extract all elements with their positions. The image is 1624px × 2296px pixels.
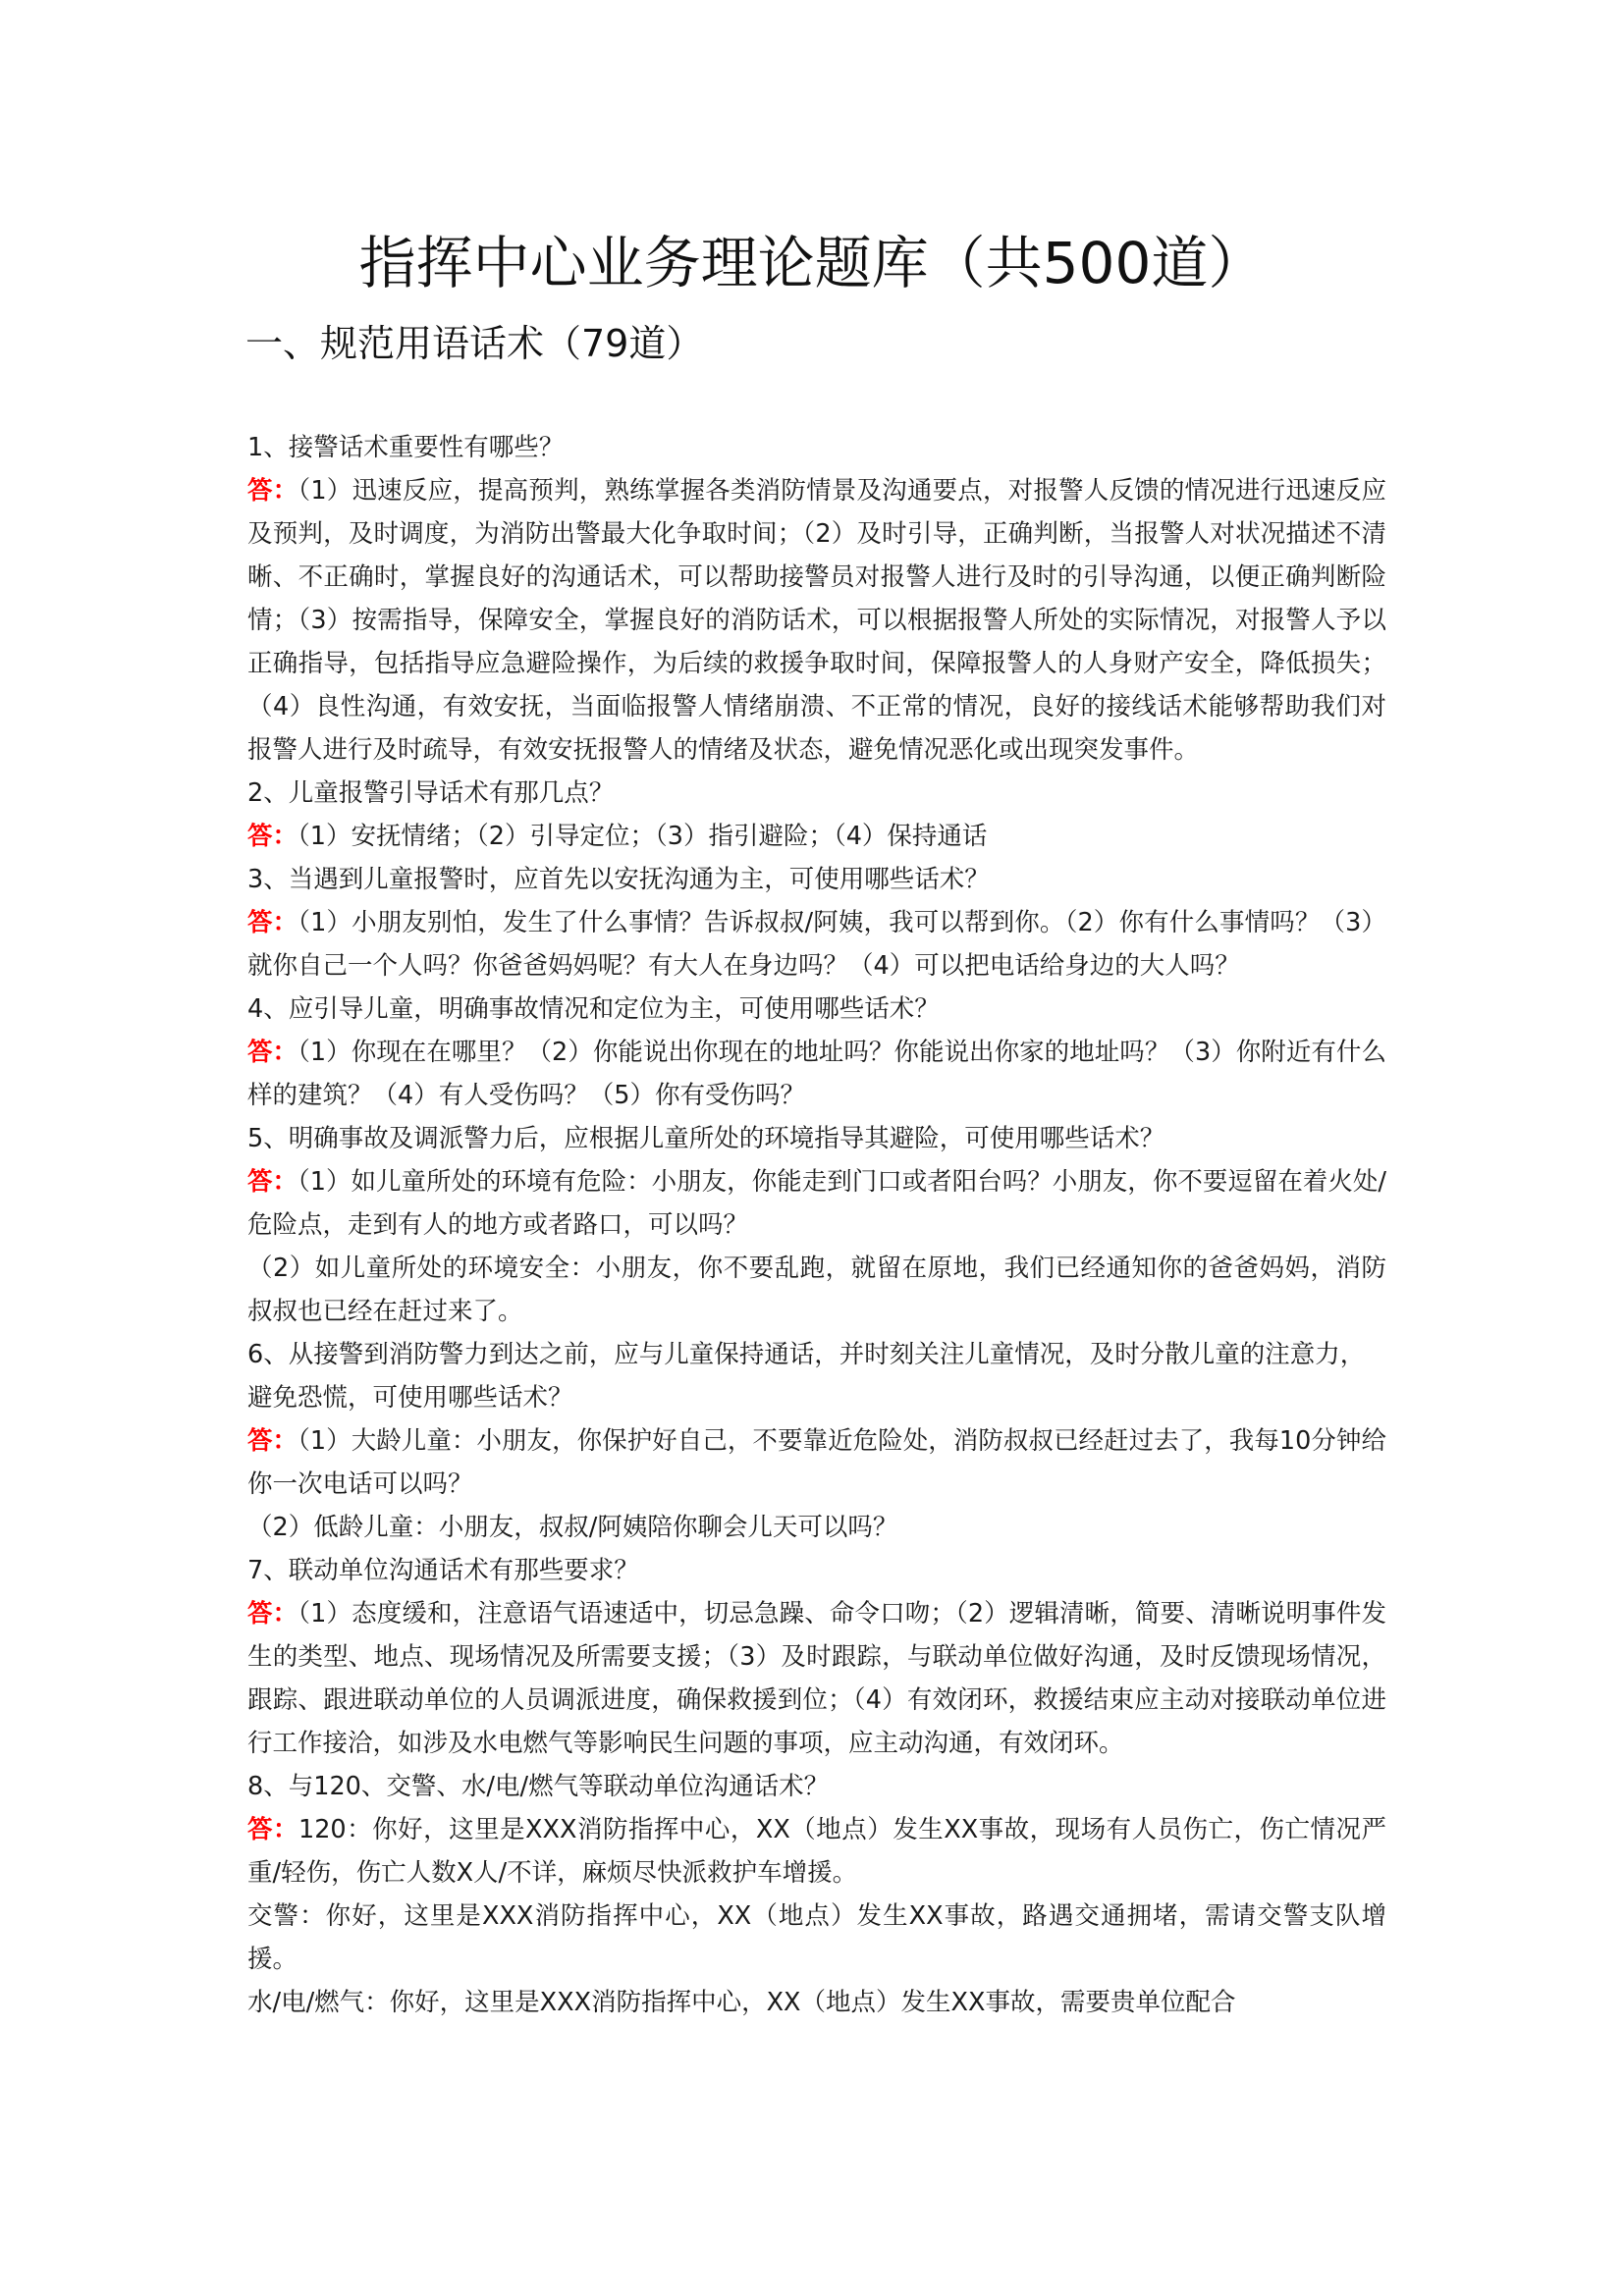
answer-label: 答：: [247, 1038, 298, 1067]
document-title: 指挥中心业务理论题库（共500道）: [358, 230, 1266, 296]
answer-7: [247, 1592, 1386, 1765]
answer-5-continued: （2）如儿童所处的环境安全：小朋友，你不要乱跑，就留在原地，我们已经通知你的爸爸妈妈，消防叔叔也已经在赶过来了。: [247, 1254, 1386, 1326]
answer-8-utilities: 水/电/燃气：你好，这里是XXX消防指挥中心，XX（地点）发生XX事故，需要贵单位配合: [247, 1988, 1236, 2017]
answer-label: 答：: [247, 1167, 298, 1197]
answer-label: 答：: [247, 1815, 298, 1844]
answer-label: 答：: [247, 822, 298, 851]
question-1: 1、接警话术重要性有哪些？: [247, 433, 565, 462]
answer-label: 答：: [247, 476, 298, 506]
question-2: 2、儿童报警引导话术有那几点？: [247, 778, 615, 808]
question-4: 4、应引导儿童，明确事故情况和定位为主，可使用哪些话术？: [247, 994, 940, 1024]
answer-6-continued: （2）低龄儿童：小朋友，叔叔/阿姨陪你聊会儿天可以吗？: [247, 1513, 898, 1542]
answer-3: [247, 901, 1386, 988]
answer-text: （1）如儿童所处的环境有危险：小朋友，你能走到门口或者阳台吗？小朋友，你不要逗留在着火处/危险点，走到有人的地方或者路口，可以吗？: [247, 1167, 1386, 1240]
answer-1: [247, 469, 1386, 772]
question-5: 5、明确事故及调派警力后，应根据儿童所处的环境指导其避险，可使用哪些话术？: [247, 1124, 1165, 1153]
question-7: 7、联动单位沟通话术有那些要求？: [247, 1556, 639, 1585]
answer-label: 答：: [247, 1426, 298, 1456]
answer-8: [247, 1808, 1386, 1895]
section-heading: 一、规范用语话术（79道）: [245, 322, 704, 365]
answer-text: （1）态度缓和，注意语气语速适中，切忌急躁、命令口吻；（2）逻辑清晰，简要、清晰说明事件发生的类型、地点、现场情况及所需要支援；（3）及时跟踪，与联动单位做好沟通，及时反馈现场情况，跟踪、跟进联动单位的人员调派进度，确保救援到位；（4）有效闭环，救援结束应主动对接联动单位进行工作接洽，如涉及水电燃气等影响民生问题的事项，应主动沟通，有效闭环。: [247, 1599, 1386, 1758]
answer-4: [247, 1031, 1386, 1117]
answer-text: （1）安抚情绪；（2）引导定位；（3）指引避险；（4）保持通话: [298, 822, 988, 851]
answer-text: （1）迅速反应，提高预判，熟练掌握各类消防情景及沟通要点，对报警人反馈的情况进行迅速反应及预判，及时调度，为消防出警最大化争取时间；（2）及时引导，正确判断，当报警人对状况描述不清晰、不正确时，掌握良好的沟通话术，可以帮助接警员对报警人进行及时的引导沟通，以便正确判断险情；（3）按需指导，保障安全，掌握良好的消防话术，可以根据报警人所处的实际情况，对报警人予以正确指导，包括指导应急避险操作，为后续的救援争取时间，保障报警人的人身财产安全，降低损失；（4）良性沟通，有效安抚，当面临报警人情绪崩溃、不正常的情况，良好的接线话术能够帮助我们对报警人进行及时疏导，有效安抚报警人的情绪及状态，避免情况恶化或出现突发事件。: [247, 476, 1386, 765]
question-6: 6、从接警到消防警力到达之前，应与儿童保持通话，并时刻关注儿童情况，及时分散儿童的注意力，避免恐慌，可使用哪些话术？: [247, 1340, 1366, 1413]
question-3: 3、当遇到儿童报警时，应首先以安抚沟通为主，可使用哪些话术？: [247, 865, 990, 894]
answer-text: 120：你好，这里是XXX消防指挥中心，XX（地点）发生XX事故，现场有人员伤亡，伤亡情况严重/轻伤，伤亡人数X人/不详，麻烦尽快派救护车增援。: [247, 1815, 1386, 1888]
answer-2: [247, 815, 1386, 858]
question-8: 8、与120、交警、水/电/燃气等联动单位沟通话术？: [247, 1772, 830, 1801]
answer-label: 答：: [247, 1599, 298, 1629]
question-list: [247, 426, 1386, 2024]
answer-text: （1）你现在在哪里？（2）你能说出你现在的地址吗？你能说出你家的地址吗？（3）你附近有什么样的建筑？（4）有人受伤吗？（5）你有受伤吗？: [247, 1038, 1386, 1110]
answer-label: 答：: [247, 908, 298, 937]
answer-8-traffic-police: 交警：你好，这里是XXX消防指挥中心，XX（地点）发生XX事故，路遇交通拥堵，需请交警支队增援。: [247, 1901, 1386, 1974]
answer-text: （1）大龄儿童：小朋友，你保护好自己，不要靠近危险处，消防叔叔已经赶过去了，我每10分钟给你一次电话可以吗？: [247, 1426, 1386, 1499]
answer-text: （1）小朋友别怕，发生了什么事情？告诉叔叔/阿姨，我可以帮到你。（2）你有什么事情吗？（3）就你自己一个人吗？你爸爸妈妈呢？有大人在身边吗？（4）可以把电话给身边的大人吗？: [247, 908, 1386, 981]
answer-6: [247, 1419, 1386, 1506]
answer-5: [247, 1160, 1386, 1247]
